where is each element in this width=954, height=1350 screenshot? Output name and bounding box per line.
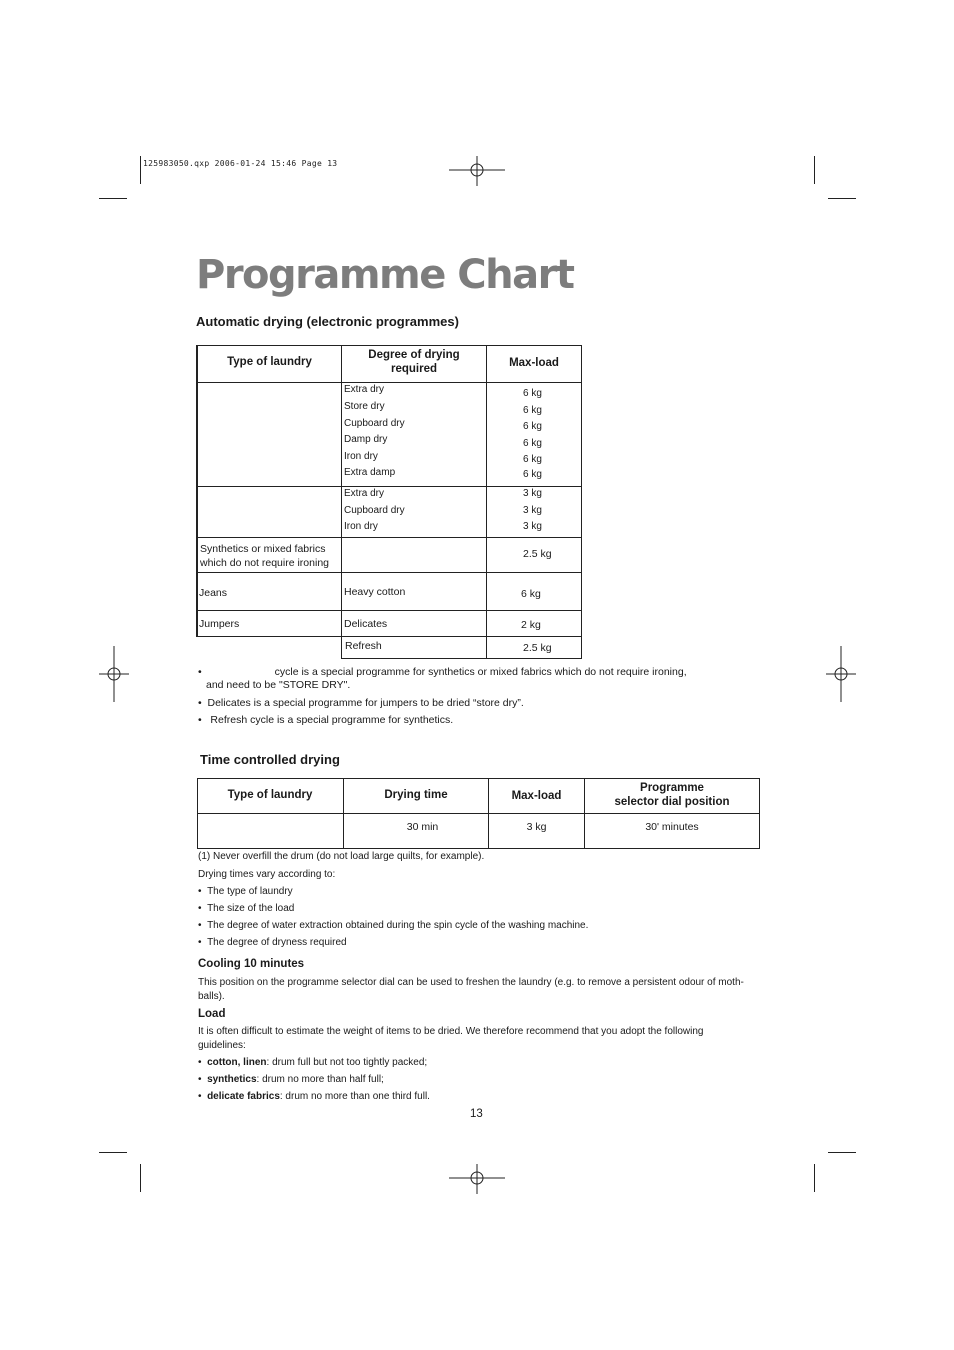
time-col-type: Type of laundry: [227, 789, 313, 801]
page-number: 13: [470, 1108, 483, 1120]
registration-mark-right: [826, 646, 856, 702]
list-item: • cotton, linen: drum full but not too tightly packed;: [198, 1057, 428, 1068]
footnote: (1) Never overfill the drum (do not load large quilts, for example).: [198, 851, 485, 862]
cooling-text: This position on the programme selector dial can be used to freshen the laundry (e.g. to remove a persistent odour of moth-balls).: [198, 977, 744, 1002]
time-row-load: 3 kg: [526, 821, 547, 833]
load-heading: Load: [198, 1008, 226, 1020]
time-col-position: Programme selector dial position: [614, 782, 730, 808]
note-refresh: • Refresh cycle is a special programme for synthetics.: [198, 714, 454, 726]
time-drying-table: [197, 778, 760, 849]
auto-drying-table: [196, 345, 582, 659]
group4-degree: Heavy cotton: [344, 586, 406, 598]
group5-type: Jumpers: [199, 618, 240, 630]
note-delicates: • Delicates is a special programme for jumpers to be dried “store dry”.: [198, 697, 524, 709]
col-header-maxload: Max-load: [509, 357, 559, 369]
registration-mark-left: [99, 646, 129, 702]
registration-mark-bottom: [449, 1164, 505, 1194]
bullet-list-factors: [198, 886, 588, 954]
group2-loads: 3 kg 3 kg 3 kg: [523, 488, 542, 532]
list-item: • delicate fabrics: drum no more than one third full.: [198, 1091, 430, 1102]
cooling-heading: Cooling 10 minutes: [198, 958, 305, 970]
group3-load: 2.5 kg: [523, 548, 552, 560]
page-title: Programme Chart: [196, 252, 574, 298]
group5-load: 2 kg: [521, 619, 541, 631]
list-item: • The size of the load: [198, 903, 295, 914]
group5-degree: Delicates: [344, 618, 388, 630]
auto-drying-heading: Automatic drying (electronic programmes): [196, 314, 459, 329]
list-item: • The degree of water extraction obtained during the spin cycle of the washing machine.: [198, 920, 589, 931]
group1-degrees: Extra dry Store dry Cupboard dry Damp dry Iron dry Extra damp: [344, 384, 405, 478]
registration-mark-top: [449, 156, 505, 186]
group4-type: Jeans: [199, 587, 228, 599]
time-drying-heading: Time controlled drying: [200, 752, 340, 767]
col-header-degree: Degree of drying required: [368, 349, 460, 375]
group6-load: 2.5 kg: [523, 642, 552, 654]
group3-type: Synthetics or mixed fabrics which do not require ironing: [200, 543, 329, 569]
group6-degree: Refresh: [345, 640, 382, 652]
load-guidelines: [198, 1057, 430, 1108]
list-item: • synthetics: drum no more than half full;: [198, 1074, 384, 1085]
time-row-position: 30' minutes: [645, 821, 699, 833]
time-col-drying: Drying time: [384, 789, 448, 801]
drying-times-intro: Drying times vary according to:: [198, 869, 336, 880]
load-text: It is often difficult to estimate the weight of items to be dried. We therefore recommend that you adopt the following guidelines:: [198, 1026, 704, 1051]
list-item: • The degree of dryness required: [198, 937, 347, 948]
group4-load: 6 kg: [521, 588, 541, 600]
col-header-type: Type of laundry: [227, 356, 312, 368]
note-synthetics-cont: and need to be "STORE DRY".: [206, 679, 351, 691]
time-col-maxload: Max-load: [511, 790, 562, 802]
file-slug: 125983050.qxp 2006-01-24 15:46 Page 13: [143, 159, 338, 168]
note-synthetics: • cycle is a special programme for synthetics or mixed fabrics which do not require ironing,: [198, 666, 687, 678]
time-row-time: 30 min: [406, 821, 439, 833]
group2-degrees: Extra dry Cupboard dry Iron dry: [344, 488, 405, 532]
list-item: • The type of laundry: [198, 886, 293, 897]
group1-loads: 6 kg 6 kg 6 kg 6 kg 6 kg 6 kg: [523, 388, 542, 480]
